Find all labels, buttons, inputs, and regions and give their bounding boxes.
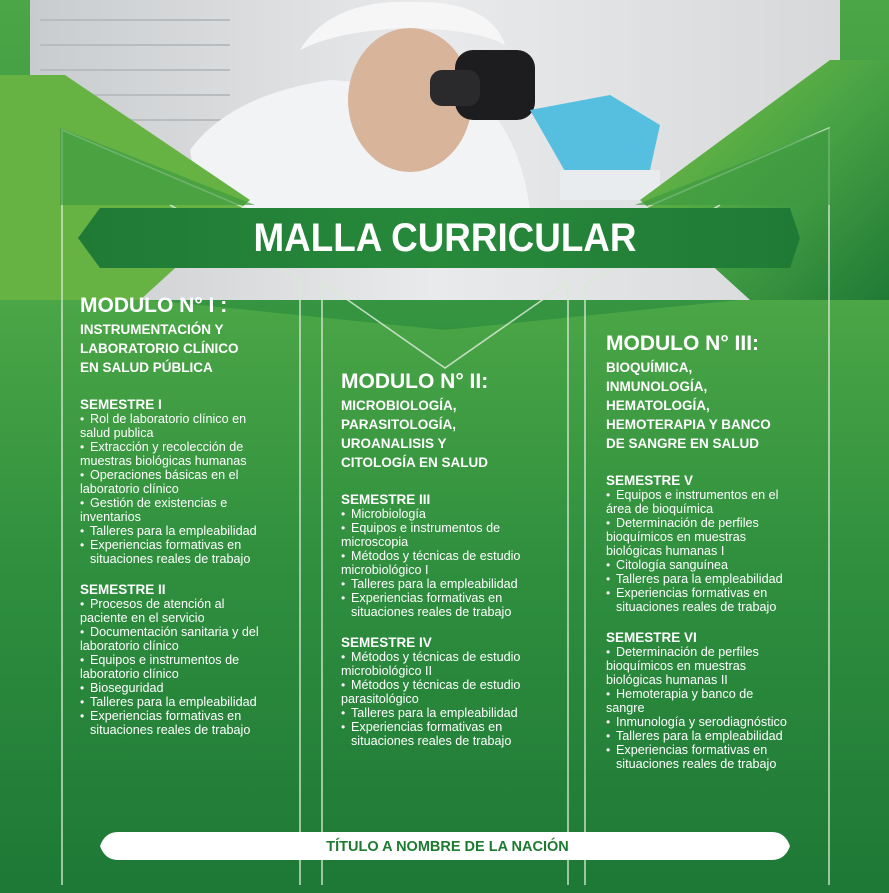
list-item: • Microbiología	[341, 507, 566, 521]
semester-4-heading: SEMESTRE IV	[341, 635, 432, 650]
list-item: • Procesos de atención al paciente en el servicio	[80, 597, 295, 625]
list-item: • Operaciones básicas en el laboratorio clínico	[80, 468, 295, 496]
semester-3-list	[341, 507, 566, 619]
list-item: • Determinación de perfiles bioquímicos en muestras biológicas humanas II	[606, 645, 821, 687]
list-item: • Equipos e instrumentos en el área de bioquímica	[606, 488, 821, 516]
list-item: • Experiencias formativas en situaciones reales de trabajo	[606, 586, 821, 614]
module-2-title: MODULO N° II:	[341, 370, 489, 393]
list-item: • Gestión de existencias e inventarios	[80, 496, 295, 524]
list-item: • Talleres para la empleabilidad	[606, 572, 821, 586]
list-item: • Métodos y técnicas de estudio microbiológico II	[341, 650, 566, 678]
page-title: MALLA CURRICULAR	[253, 216, 637, 260]
list-item: • Citología sanguínea	[606, 558, 821, 572]
semester-4-list	[341, 650, 566, 748]
module-3-column	[606, 332, 821, 771]
list-item: • Experiencias formativas en situaciones reales de trabajo	[606, 743, 821, 771]
list-item: • Talleres para la empleabilidad	[80, 695, 295, 709]
list-item: • Métodos y técnicas de estudio parasitológico	[341, 678, 566, 706]
semester-5-list	[606, 488, 821, 614]
list-item: • Talleres para la empleabilidad	[606, 729, 821, 743]
module-3-subtitle: BIOQUÍMICA, INMUNOLOGÍA, HEMATOLOGÍA, HEMOTERAPIA Y BANCO DE SANGRE EN SALUD	[606, 360, 771, 451]
list-item: • Equipos e instrumentos de microscopia	[341, 521, 566, 549]
list-item: • Bioseguridad	[80, 681, 295, 695]
semester-6-list	[606, 645, 821, 771]
module-2-subtitle: MICROBIOLOGÍA, PARASITOLOGÍA, UROANALISIS Y CITOLOGÍA EN SALUD	[341, 398, 489, 470]
module-2-column	[341, 370, 566, 748]
semester-1-heading: SEMESTRE I	[80, 397, 162, 412]
list-item: • Inmunología y serodiagnóstico	[606, 715, 821, 729]
module-1-title: MODULO N° I :	[80, 294, 228, 317]
semester-5-heading: SEMESTRE V	[606, 473, 694, 488]
list-item: • Talleres para la empleabilidad	[341, 577, 566, 591]
list-item: • Experiencias formativas en situaciones reales de trabajo	[341, 591, 566, 619]
module-1-column	[80, 294, 295, 737]
list-item: • Documentación sanitaria y del laboratorio clínico	[80, 625, 295, 653]
semester-1-list	[80, 412, 295, 566]
semester-2-list	[80, 597, 295, 737]
list-item: • Equipos e instrumentos de laboratorio clínico	[80, 653, 295, 681]
list-item: • Talleres para la empleabilidad	[341, 706, 566, 720]
list-item: • Talleres para la empleabilidad	[80, 524, 295, 538]
footer-title: TÍTULO A NOMBRE DE LA NACIÓN	[326, 839, 569, 855]
module-1-subtitle: INSTRUMENTACIÓN Y LABORATORIO CLÍNICO EN SALUD PÚBLICA	[80, 322, 239, 375]
list-item: • Rol de laboratorio clínico en salud publica	[80, 412, 295, 440]
list-item: • Extracción y recolección de muestras biológicas humanas	[80, 440, 295, 468]
list-item: • Experiencias formativas en situaciones reales de trabajo	[80, 709, 295, 737]
semester-6-heading: SEMESTRE VI	[606, 630, 697, 645]
list-item: • Métodos y técnicas de estudio microbiológico I	[341, 549, 566, 577]
list-item: • Experiencias formativas en situaciones reales de trabajo	[341, 720, 566, 748]
semester-3-heading: SEMESTRE III	[341, 492, 431, 507]
list-item: • Determinación de perfiles bioquímicos en muestras biológicas humanas I	[606, 516, 821, 558]
semester-2-heading: SEMESTRE II	[80, 582, 166, 597]
list-item: • Hemoterapia y banco de sangre	[606, 687, 821, 715]
module-3-title: MODULO N° III:	[606, 332, 760, 355]
list-item: • Experiencias formativas en situaciones reales de trabajo	[80, 538, 295, 566]
